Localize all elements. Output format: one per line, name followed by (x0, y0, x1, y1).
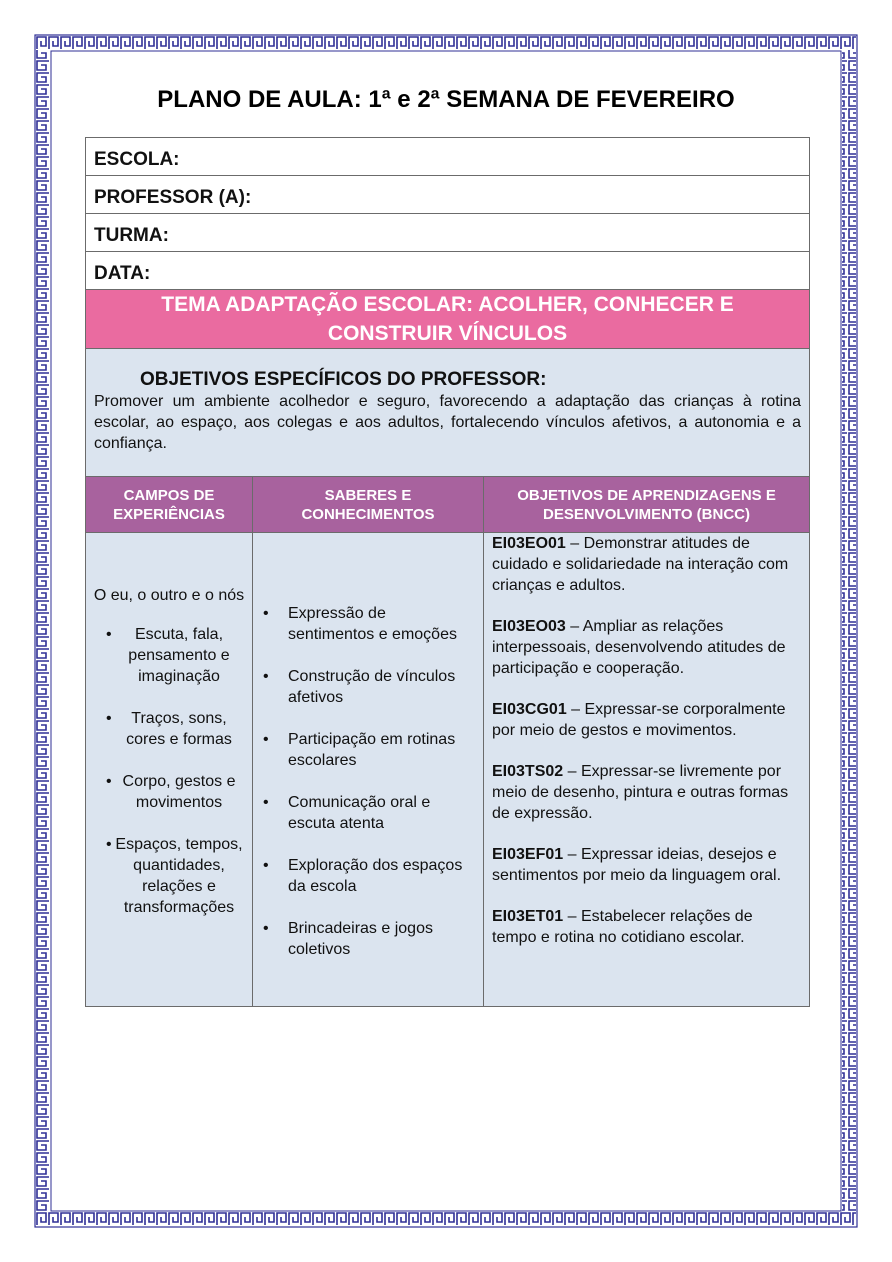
tema-banner: TEMA ADAPTAÇÃO ESCOLAR: ACOLHER, CONHECER E CONSTRUIR VÍNCULOS (86, 290, 810, 349)
list-item: • Exploração dos espaços da escola (263, 855, 473, 897)
objetivos-title: OBJETIVOS ESPECÍFICOS DO PROFESSOR: (140, 369, 547, 390)
header-saberes: SABERES E CONHECIMENTOS (253, 477, 484, 533)
bncc-code: EI03TS02 (492, 763, 564, 780)
campos-list (92, 624, 246, 918)
bncc-text: – Expressar ideias, desejos e sentimentos por meio da linguagem oral. (492, 846, 782, 884)
bncc-code: EI03ET01 (492, 908, 564, 925)
list-item: • Construção de vínculos afetivos (263, 666, 473, 708)
bncc-objective (492, 844, 801, 886)
data-field[interactable]: DATA: (86, 252, 810, 290)
bncc-code: EI03CG01 (492, 701, 567, 718)
bncc-objective (492, 533, 801, 596)
page-title: PLANO DE AULA: 1ª e 2ª SEMANA DE FEVEREIRO (157, 86, 735, 113)
list-item: • Expressão de sentimentos e emoções (263, 603, 473, 645)
professor-field[interactable]: PROFESSOR (A): (86, 176, 810, 214)
bncc-text: – Estabelecer relações de tempo e rotina no cotidiano escolar. (492, 908, 753, 946)
bncc-text: – Ampliar as relações interpessoais, desenvolvendo atitudes de participação e cooperação. (492, 618, 786, 677)
bncc-objective (492, 699, 801, 741)
saberes-column (253, 533, 484, 1007)
bncc-code: EI03EO01 (492, 535, 566, 552)
list-item: • Corpo, gestos e movimentos (92, 771, 246, 813)
bncc-text: – Demonstrar atitudes de cuidado e solidariedade na interação com crianças e adultos. (492, 535, 789, 594)
objetivos-text: Promover um ambiente acolhedor e seguro, favorecendo a adaptação das crianças à rotina escolar, ao espaço, aos colegas e aos adultos, fortalecendo vínculos afetivos, a autonomia e a confiança. (94, 393, 802, 452)
bncc-objective (492, 616, 801, 679)
list-item: • Participação em rotinas escolares (263, 729, 473, 771)
campo-lead: O eu, o outro e o nós (93, 587, 245, 604)
turma-field[interactable]: TURMA: (86, 214, 810, 252)
saberes-list (263, 603, 473, 960)
list-item: • Espaços, tempos, quantidades, relações e transformações (92, 834, 246, 918)
bncc-objective (492, 761, 801, 824)
bncc-code: EI03EF01 (492, 846, 564, 863)
bncc-text: – Expressar-se corporalmente por meio de gestos e movimentos. (492, 701, 786, 739)
header-campos: CAMPOS DE EXPERIÊNCIAS (86, 477, 253, 533)
bncc-code: EI03EO03 (492, 618, 566, 635)
bncc-objective (492, 906, 801, 948)
header-objetivos-bncc: OBJETIVOS DE APRENDIZAGENS E DESENVOLVIMENTO (BNCC) (484, 477, 810, 533)
list-item: • Brincadeiras e jogos coletivos (263, 918, 473, 960)
escola-field[interactable]: ESCOLA: (86, 138, 810, 176)
objetivos-bncc-column (484, 533, 810, 1007)
list-item: • Comunicação oral e escuta atenta (263, 792, 473, 834)
campos-column (86, 533, 253, 1007)
list-item: • Escuta, fala, pensamento e imaginação (92, 624, 246, 687)
bncc-text: – Expressar-se livremente por meio de desenho, pintura e outras formas de expressão. (492, 763, 789, 822)
list-item: • Traços, sons, cores e formas (92, 708, 246, 750)
lesson-plan-table (85, 137, 810, 1007)
objetivos-section (86, 349, 810, 477)
